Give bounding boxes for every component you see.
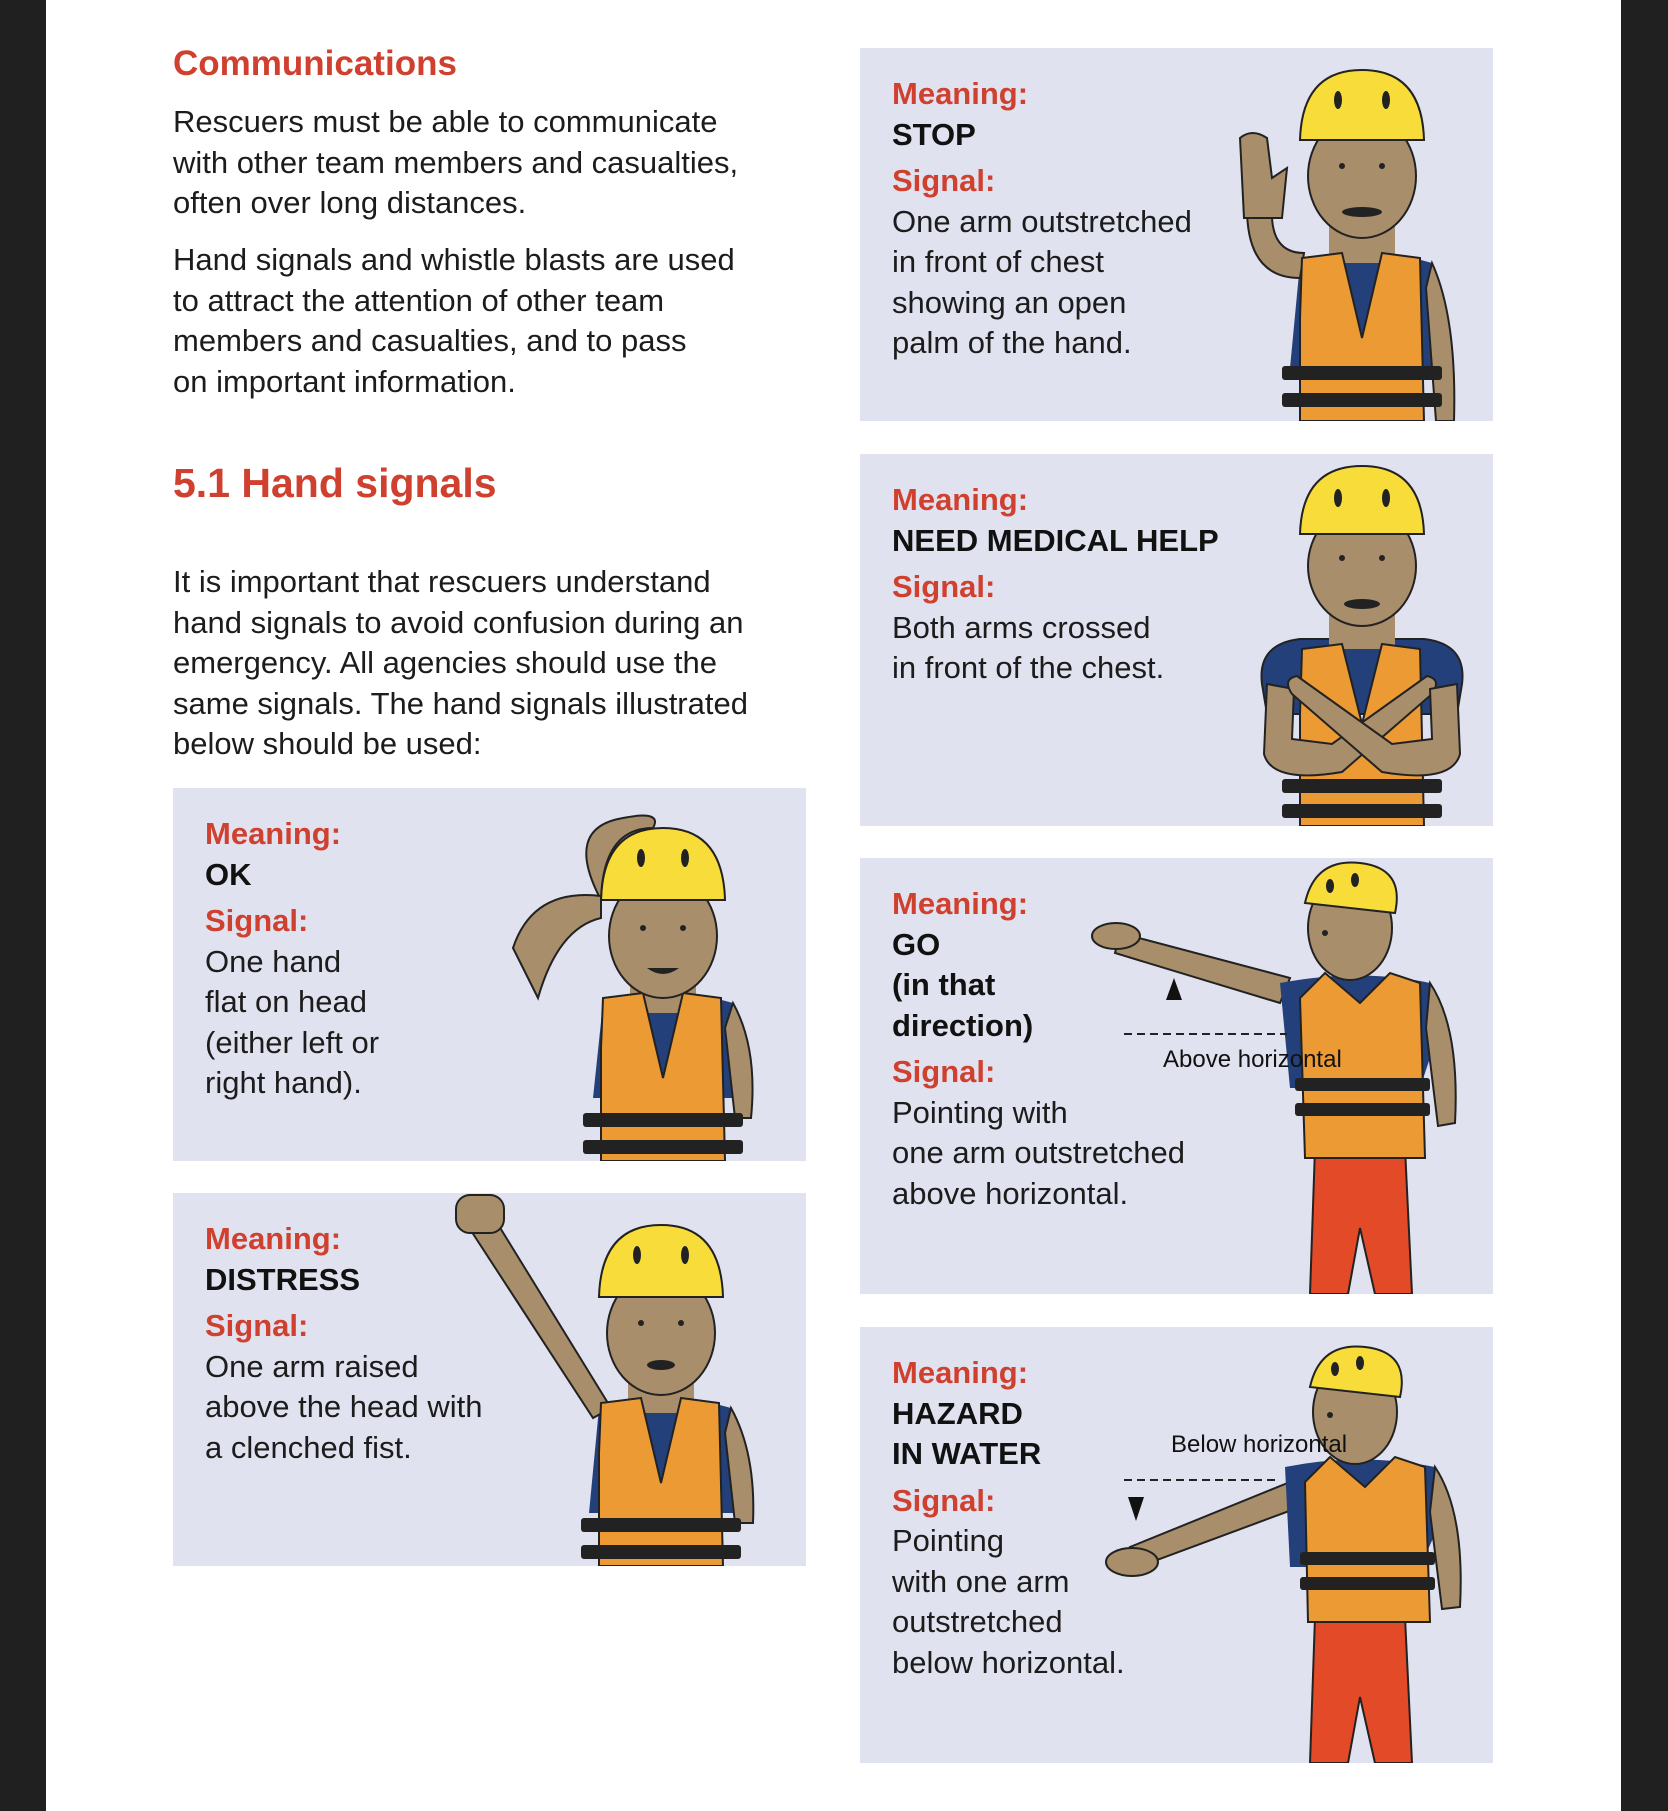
signal-hazard: Pointing with one arm outstretched below horizontal. <box>892 1523 1125 1680</box>
section-title: Communications <box>173 44 457 83</box>
note-below-horizontal: Below horizontal <box>1171 1431 1348 1458</box>
meaning-label: Meaning: <box>892 886 1029 921</box>
signal-card-ok <box>173 788 806 1161</box>
signal-label: Signal: <box>205 903 309 938</box>
meaning-label: Meaning: <box>205 1221 342 1256</box>
meaning-medical: NEED MEDICAL HELP <box>892 522 1219 558</box>
meaning-go: GO (in that direction) <box>892 926 1034 1043</box>
signal-card-hazard <box>860 1327 1493 1763</box>
paragraph-hand-signals: It is important that rescuers understand hand signals to avoid confusion during an emergency. All agencies should use the same signals. The hand signals illustrated below should be used: <box>173 564 748 761</box>
signal-medical: Both arms crossed in front of the chest. <box>892 609 1165 685</box>
signal-card-go <box>860 858 1493 1294</box>
signal-stop: One arm outstretched in front of chest showing an open palm of the hand. <box>892 203 1192 360</box>
paragraph-signals: Hand signals and whistle blasts are used to attract the attention of other team members and casualties, and to pass on important information. <box>173 242 735 399</box>
note-above-horizontal: Above horizontal <box>1163 1046 1342 1073</box>
signal-label: Signal: <box>892 1482 996 1518</box>
meaning-label: Meaning: <box>892 76 1029 111</box>
meaning-label: Meaning: <box>892 1355 1029 1390</box>
meaning-label: Meaning: <box>892 482 1029 517</box>
hand-signals-title: 5.1 Hand signals <box>173 460 497 506</box>
meaning-distress: DISTRESS <box>205 1261 361 1297</box>
document-page <box>46 0 1621 1811</box>
signal-card-distress <box>173 1193 806 1566</box>
paragraph-intro: Rescuers must be able to communicate with other team members and casualties, often over long distances. <box>173 104 739 220</box>
meaning-label: Meaning: <box>205 816 342 851</box>
signal-label: Signal: <box>892 569 996 604</box>
signal-ok: One hand flat on head (either left or right hand). <box>205 943 380 1100</box>
signal-label: Signal: <box>892 163 996 198</box>
signal-label: Signal: <box>205 1308 309 1343</box>
meaning-ok: OK <box>205 856 252 892</box>
meaning-stop: STOP <box>892 116 976 152</box>
signal-label: Signal: <box>892 1054 996 1089</box>
signal-card-stop <box>860 48 1493 421</box>
signal-go: Pointing with one arm outstretched above horizontal. <box>892 1094 1185 1211</box>
signal-card-medical <box>860 454 1493 826</box>
meaning-hazard: HAZARD IN WATER <box>892 1395 1042 1471</box>
signal-distress: One arm raised above the head with a clenched fist. <box>205 1348 483 1465</box>
